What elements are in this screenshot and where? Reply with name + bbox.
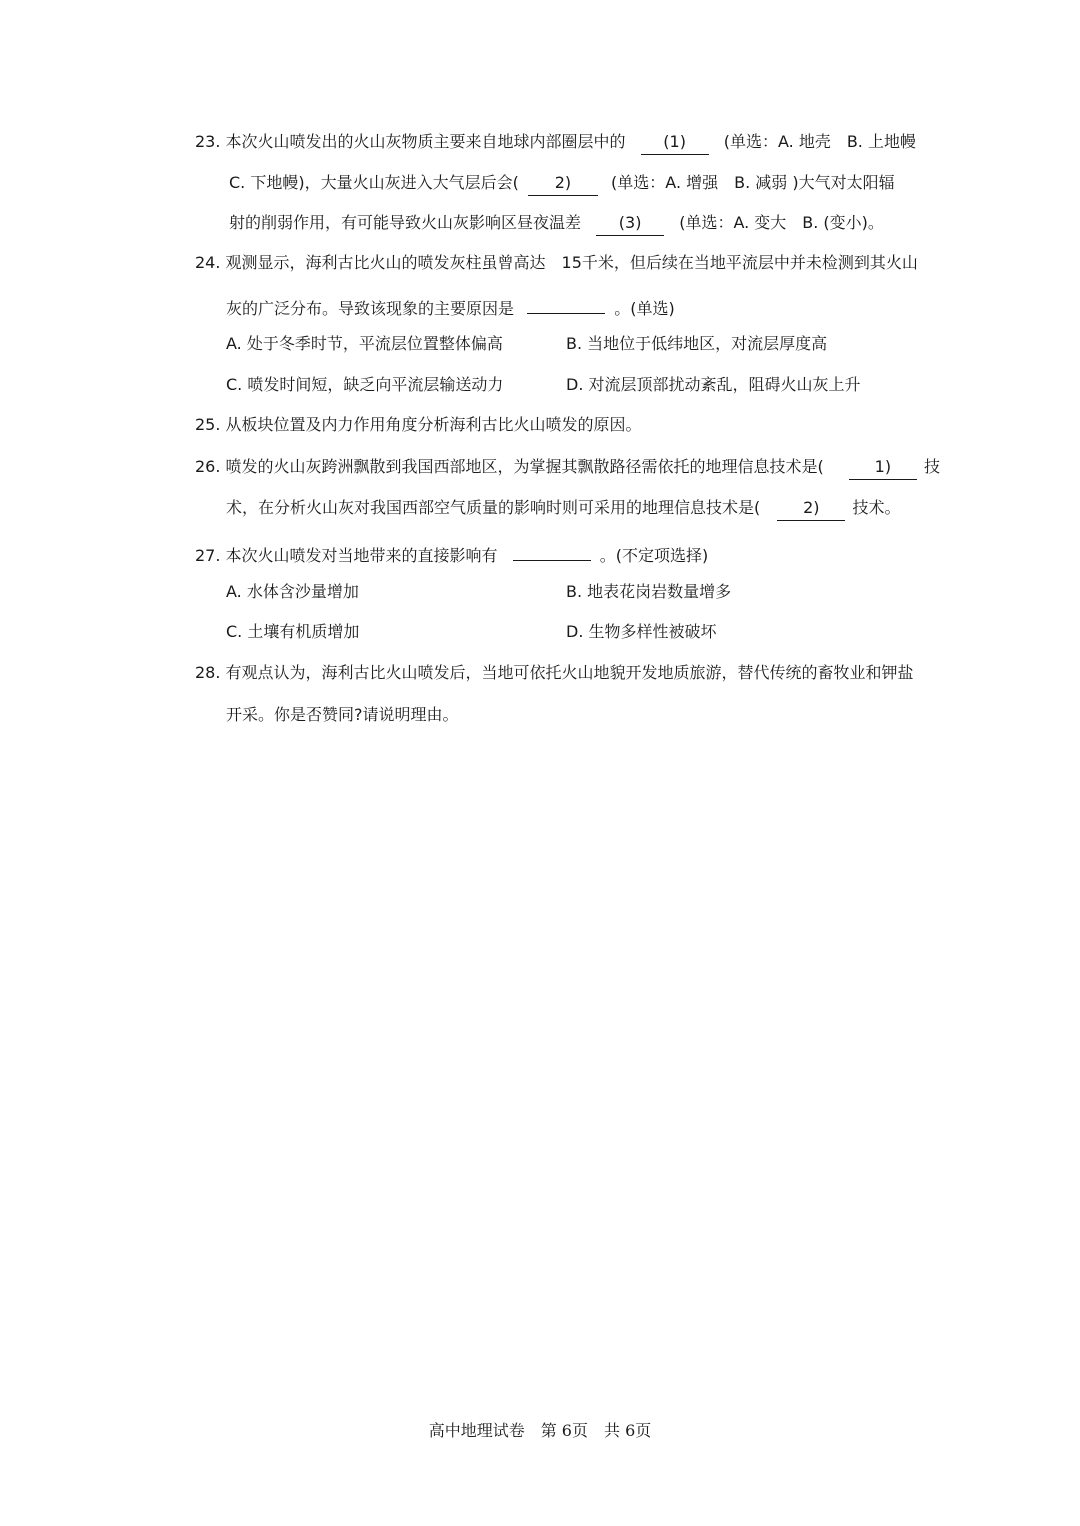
q25-line-1: 25. 从板块位置及内力作用角度分析海利古比火山喷发的原因。 <box>195 415 642 434</box>
q24-option-a[interactable]: A. 处于冬季时节，平流层位置整体偏高 <box>226 334 503 353</box>
q24-option-c[interactable]: C. 喷发时间短，缺乏向平流层输送动力 <box>226 375 504 394</box>
q24-line-2 <box>226 291 675 321</box>
q26-line-2 <box>226 496 900 521</box>
q23-text: (单选：A. 变大 B. (变小)。 <box>679 213 884 232</box>
q28-line-2: 开采。你是否赞同?请说明理由。 <box>226 705 459 724</box>
q23-line-1 <box>195 130 916 155</box>
q24-text: 灰的广泛分布。导致该现象的主要原因是 <box>226 299 515 318</box>
q27-option-b[interactable]: B. 地表花岗岩数量增多 <box>566 582 732 601</box>
q27-option-a[interactable]: A. 水体含沙量增加 <box>226 582 359 601</box>
q26-blank-2[interactable]: 2) <box>777 498 845 521</box>
q24-option-b[interactable]: B. 当地位于低纬地区，对流层厚度高 <box>566 334 828 353</box>
q23-blank-3[interactable]: (3) <box>596 213 664 236</box>
q23-text: (单选：A. 地壳 B. 上地幔 <box>723 132 916 151</box>
q24-option-d[interactable]: D. 对流层顶部扰动紊乱，阻碍火山灰上升 <box>566 375 861 394</box>
q27-line-1 <box>195 538 708 568</box>
page-footer: 高中地理试卷 第 6页 共 6页 <box>428 1421 652 1440</box>
q24-blank[interactable] <box>527 291 605 314</box>
q24-text: 。(单选) <box>614 299 675 318</box>
q27-text: 27. 本次火山喷发对当地带来的直接影响有 <box>195 546 498 565</box>
q26-line-1 <box>195 455 940 480</box>
q24-line-1: 24. 观测显示，海利古比火山的喷发灰柱虽曾高达 15千米，但后续在当地平流层中并未检测到其火山 <box>195 253 918 272</box>
q26-blank-1[interactable]: 1) <box>849 457 917 480</box>
q28-line-1: 28. 有观点认为，海利古比火山喷发后，当地可依托火山地貌开发地质旅游，替代传统的畜牧业和钾盐 <box>195 663 914 682</box>
q23-text: C. 下地幔)，大量火山灰进入大气层后会( <box>229 173 519 192</box>
q27-option-c[interactable]: C. 土壤有机质增加 <box>226 622 360 641</box>
q26-text: 26. 喷发的火山灰跨洲飘散到我国西部地区，为掌握其飘散路径需依托的地理信息技术是( <box>195 457 824 476</box>
q26-text: 术，在分析火山灰对我国西部空气质量的影响时则可采用的地理信息技术是( <box>226 498 761 517</box>
q27-blank[interactable] <box>513 538 591 561</box>
q23-blank-1[interactable]: (1) <box>641 132 709 155</box>
q23-text: 射的削弱作用，有可能导致火山灰影响区昼夜温差 <box>229 213 582 232</box>
q27-text: 。(不定项选择) <box>599 546 709 565</box>
q27-option-d[interactable]: D. 生物多样性被破坏 <box>566 622 717 641</box>
q23-text: (单选：A. 增强 B. 减弱 )大气对太阳辐 <box>611 173 895 192</box>
q23-blank-2[interactable]: 2) <box>528 173 598 196</box>
q23-text: 23. 本次火山喷发出的火山灰物质主要来自地球内部圈层中的 <box>195 132 626 151</box>
q23-line-3 <box>229 211 884 236</box>
q26-text: 技术。 <box>852 498 901 517</box>
q23-line-2 <box>229 171 895 196</box>
q26-text: 技 <box>923 457 940 476</box>
